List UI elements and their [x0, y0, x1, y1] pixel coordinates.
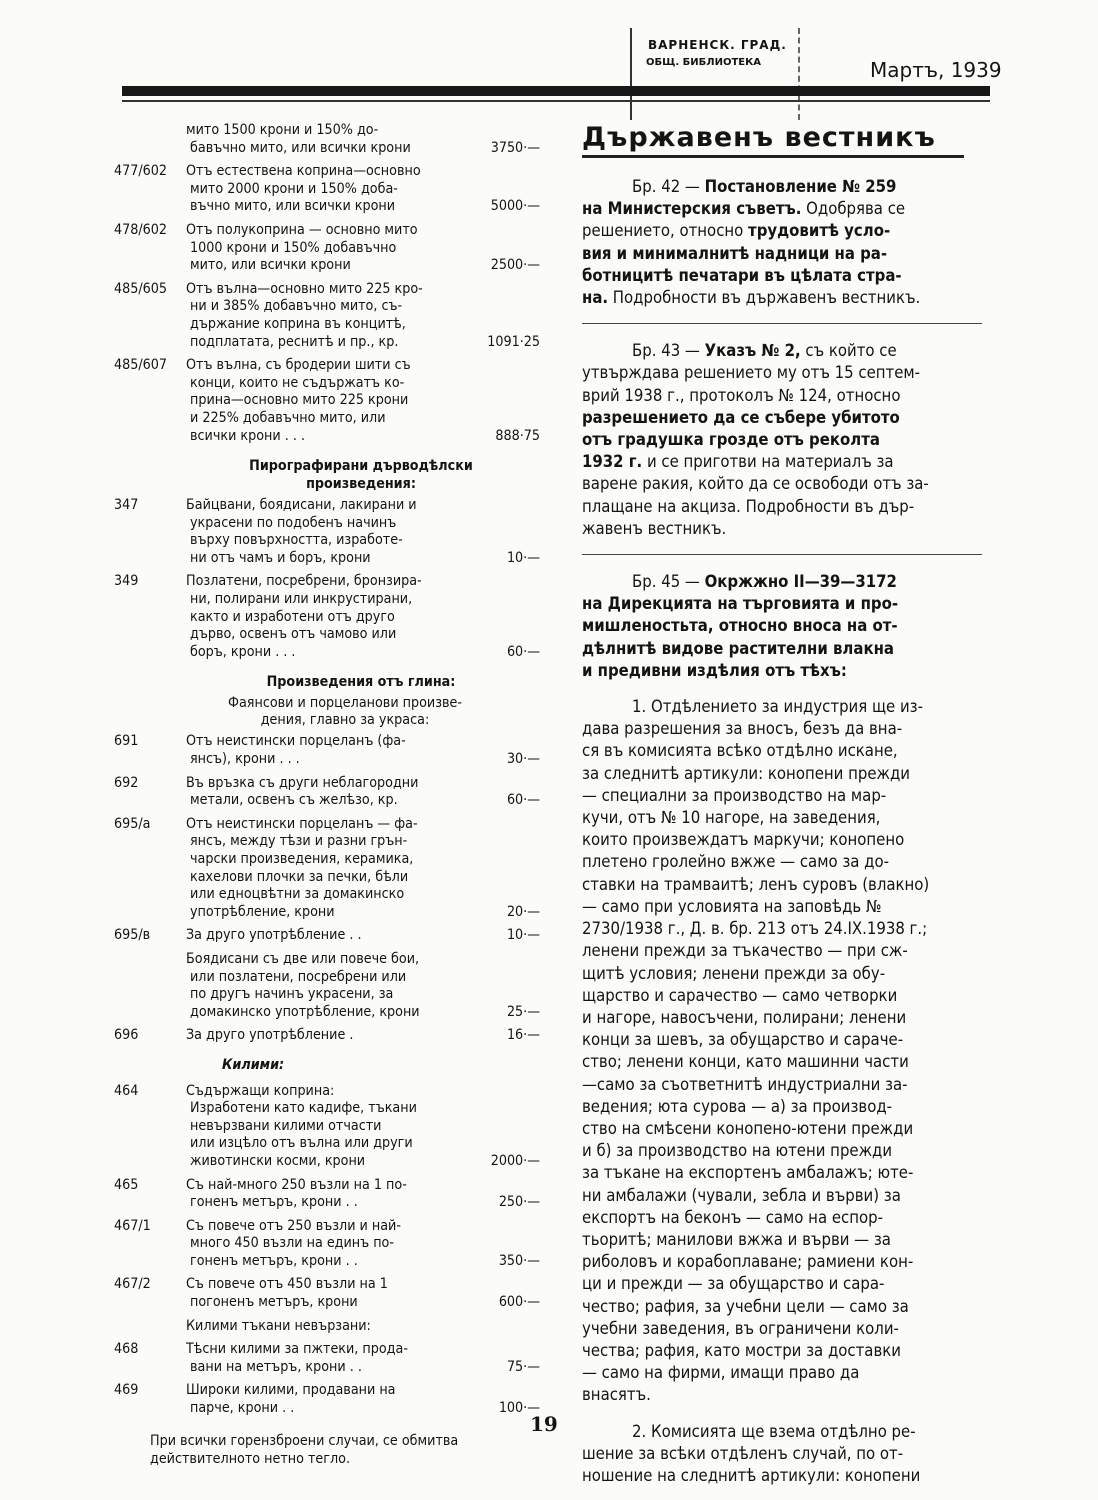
tariff-code: 692 — [114, 774, 139, 791]
paragraph-line — [582, 660, 990, 682]
paragraph-line: експортъ на беконъ — само на еспор- — [582, 1207, 883, 1227]
description-line: За друго употрѣбление . . — [186, 927, 362, 944]
paragraph-line: учебни заведения, въ ограничени коли- — [582, 1318, 899, 1338]
tariff-description — [186, 816, 468, 922]
heading-clay: Произведения отъ глина: — [266, 674, 456, 691]
gazette-column — [582, 122, 990, 1487]
subheading-line: дения, главно за украса: — [260, 712, 430, 729]
header-rule-thin — [122, 100, 990, 102]
tariff-code — [110, 122, 186, 157]
tariff-description — [186, 927, 468, 945]
tariff-description — [186, 951, 468, 1021]
tariff-description — [186, 1083, 468, 1171]
tariff-code: 485/605 — [114, 280, 168, 297]
tariff-entry — [110, 573, 540, 661]
paragraph-line: които произвеждатъ маркучи; конопено — [582, 830, 905, 850]
tariff-code: 469 — [114, 1382, 139, 1399]
stamp-line-1: ВАРНЕНСК. ГРАД. — [648, 38, 787, 52]
paragraph-line: чество; рафия, за учебни цели — само за — [582, 1296, 909, 1316]
tariff-code: 467/2 — [114, 1276, 151, 1293]
paragraph-line: ношение на следнитѣ артикули: конопени — [582, 1465, 921, 1485]
tariff-price: 30·— — [506, 751, 540, 768]
bold-text: на Дирекцията на търговията и про- — [582, 594, 899, 614]
paragraph-line: Бр. 45 — Окржжно II—39—3172 — [632, 572, 897, 592]
description-line: янсъ, между тѣзи и разни грън- — [190, 833, 408, 850]
tariff-description — [186, 122, 468, 157]
description-line: Отъ вълна—основно мито 225 кро- — [186, 280, 423, 297]
tariff-price: 10·— — [506, 927, 540, 944]
footnote-line: действителното нетно тегло. — [150, 1450, 350, 1467]
paragraph-line: 1932 г. и се приготви на материалъ за — [582, 452, 894, 472]
tariff-description — [186, 1276, 468, 1311]
tariff-price: 60·— — [506, 792, 540, 809]
description-line: Съдържащи коприна: — [186, 1082, 335, 1099]
description-line: животински косми, крони — [190, 1152, 366, 1169]
paragraph-line — [582, 243, 990, 265]
paragraph-line: жавенъ вестникъ. — [582, 518, 727, 538]
paragraph-line: шение за всѣки отдѣленъ случай, по от- — [582, 1443, 904, 1463]
tariff-entry — [110, 733, 540, 768]
tariff-entry — [110, 927, 540, 945]
paragraph-line: ство; ленени конци, като машинни части — [582, 1052, 909, 1072]
description-line: Отъ неистински порцеланъ (фа- — [186, 733, 406, 750]
description-line: дърво, освенъ отъ чамово или — [190, 626, 397, 643]
paragraph-line — [582, 593, 990, 615]
tariff-entry — [110, 1341, 540, 1376]
paragraph-line: и нагоре, навосъчени, полирани; ленени — [582, 1007, 907, 1027]
bold-text: Указъ № 2, — [704, 341, 801, 361]
paragraph-line: риболовъ и корабоплаване; рамиени кон- — [582, 1252, 914, 1272]
paragraph-line: — специални за производство на мар- — [582, 785, 887, 805]
paragraph-line — [582, 407, 990, 429]
paragraph-line: утвърждава решението му отъ 15 септем- — [582, 363, 921, 383]
description-line: Боядисани съ две или повече бои, — [186, 950, 420, 967]
stamp-line-2: ОБЩ. БИБЛИОТЕКА — [646, 57, 762, 68]
paragraph-line: и б) за производство на ютени прежди — [582, 1141, 893, 1161]
tariff-code: 696 — [114, 1027, 139, 1044]
paragraph-line: Бр. 43 — Указъ № 2, съ който се — [632, 341, 897, 361]
paragraph-line: ни амбалажи (чували, зебла и върви) за — [582, 1185, 901, 1205]
description-line: конци, които не съдържатъ ко- — [190, 374, 405, 391]
tariff-code: 468 — [114, 1341, 139, 1358]
description-line: или позлатени, посребрени или — [190, 968, 407, 985]
description-line: и 225% добавъчно мито, или — [190, 409, 386, 426]
paragraph-line: конци за шевъ, за обущарство и сараче- — [582, 1030, 904, 1050]
description-line: или изцѣло отъ вълна или други — [190, 1135, 413, 1152]
paragraph-line — [582, 265, 990, 287]
paragraph-line: тьоритѣ; манилови вжжа и върви — за — [582, 1229, 891, 1249]
paragraph-line: ци и прежди — за обущарство и сара- — [582, 1274, 885, 1294]
description-line: гоненъ метъръ, крони . . — [190, 1194, 358, 1211]
heading-pyrography — [196, 457, 526, 493]
description-line: по другъ начинъ украсени, за — [190, 986, 394, 1003]
tariff-code: 349 — [114, 573, 139, 590]
tariff-entry — [110, 1083, 540, 1171]
description-line: Тѣсни килими за пжтеки, прода- — [186, 1341, 408, 1358]
description-line: прина—основно мито 225 крони — [190, 392, 409, 409]
footnote-line: При всички горензброени случаи, се обмитва — [150, 1432, 459, 1449]
tariff-description — [186, 1318, 468, 1336]
description-line: Килими тъкани невързани: — [186, 1317, 371, 1334]
paragraph-line: за тъкане на експортенъ амбалажъ; юте- — [582, 1163, 914, 1183]
tariff-price: 3750·— — [490, 139, 540, 156]
description-line: парче, крони . . — [190, 1400, 295, 1417]
tariff-group-clay — [110, 733, 540, 1045]
bold-text: и предивни издѣлия отъ тѣхъ: — [582, 660, 847, 680]
description-line: боръ, крони . . . — [190, 643, 296, 660]
tariff-description — [186, 1341, 468, 1376]
tariff-entry — [110, 222, 540, 275]
heading-line: Пирографирани дърводѣлски — [249, 458, 473, 475]
bold-text: мишленостьта, относно вноса на от- — [582, 616, 898, 636]
tariff-code: 467/1 — [114, 1217, 151, 1234]
paragraph-line: — само на фирми, имащи право да — [582, 1363, 860, 1383]
description-line: мито 1500 крони и 150% до- — [186, 122, 379, 138]
footnote — [110, 1432, 540, 1468]
tariff-price: 2500·— — [490, 257, 540, 274]
paragraph-line: плащане на акциза. Подробности въ дър- — [582, 496, 915, 516]
circular-point-2 — [582, 1421, 990, 1488]
description-line: Съ повече отъ 250 възли и най- — [186, 1217, 401, 1234]
tariff-entry — [110, 163, 540, 216]
tariff-entry — [110, 951, 540, 1021]
tariff-price: 888·75 — [495, 427, 540, 444]
description-line: домакинско употрѣбление, крони — [190, 1003, 420, 1020]
tariff-price: 60·— — [506, 643, 540, 660]
notice-ukaz-2 — [582, 340, 990, 540]
description-line: погоненъ метъръ, крони — [190, 1294, 358, 1311]
separator — [582, 554, 982, 555]
description-line: ни, полирани или инкрустирани, — [190, 591, 413, 608]
tariff-price: 5000·— — [490, 198, 540, 215]
paragraph-line — [582, 429, 990, 451]
tariff-description — [186, 733, 468, 768]
tariff-code: 695/а — [114, 815, 151, 832]
section-title: Държавенъ вестникъ — [582, 122, 964, 158]
tariff-group-wood — [110, 497, 540, 661]
subheading-clay — [180, 695, 510, 729]
bold-text: трудовитѣ усло- — [748, 221, 891, 241]
tariff-price: 2000·— — [490, 1152, 540, 1169]
description-line: ни и 385% добавъчно мито, съ- — [190, 298, 403, 315]
bold-text: отъ градушка грозде отъ реколта — [582, 430, 880, 450]
tariff-description — [186, 281, 468, 351]
tariff-entry — [110, 497, 540, 567]
tariff-code: 477/602 — [114, 163, 168, 180]
tariff-description — [186, 357, 468, 445]
paragraph-line: 2. Комисията ще взема отдѣлно ре- — [632, 1421, 916, 1441]
paragraph-line: решението, относно трудовитѣ усло- — [582, 221, 891, 241]
tariff-entry — [110, 281, 540, 351]
description-line: чарски произведения, керамика, — [190, 851, 414, 867]
tariff-price: 250·— — [498, 1194, 540, 1211]
description-line: Позлатени, посребрени, бронзира- — [186, 573, 422, 590]
description-line: янсъ), крони . . . — [190, 751, 300, 768]
heading-carpets: Килими: — [222, 1056, 285, 1073]
tariff-entry — [110, 1276, 540, 1311]
bold-text: вия и минималнитѣ надници на ра- — [582, 243, 888, 263]
description-line: Отъ полукоприна — основно мито — [186, 221, 418, 238]
tariff-entry — [110, 1027, 540, 1045]
description-line: Въ връзка съ други неблагородни — [186, 774, 419, 791]
description-line: невързвани килими отчасти — [190, 1117, 382, 1134]
description-line: много 450 възли на единъ по- — [190, 1235, 394, 1252]
description-line: както и изработени отъ друго — [190, 608, 395, 625]
tariff-group-carpets — [110, 1083, 540, 1418]
description-line: 1000 крони и 150% добавъчно — [190, 239, 397, 256]
description-line: мито, или всички крони — [190, 257, 351, 274]
tariff-price: 75·— — [506, 1358, 540, 1375]
header-rule — [122, 86, 990, 96]
tariff-description — [186, 1177, 468, 1212]
description-line: украсени по подобенъ начинъ — [190, 514, 397, 531]
tariff-code: 691 — [114, 733, 139, 750]
tariff-entry — [110, 1177, 540, 1212]
description-line: всички крони . . . — [190, 427, 306, 444]
bold-text: на. — [582, 288, 609, 308]
description-line: кахелови плочки за печки, бѣли — [190, 868, 409, 885]
tariff-code: 347 — [114, 497, 139, 514]
issue-date: Мартъ, 1939 — [870, 58, 1002, 82]
bold-text: дѣлнитѣ видове растителни влакна — [582, 638, 894, 658]
library-stamp — [630, 28, 800, 120]
description-line: гоненъ метъръ, крони . . — [190, 1252, 358, 1269]
tariff-price: 25·— — [506, 1003, 540, 1020]
tariff-entry — [110, 775, 540, 810]
tariff-price: 20·— — [506, 903, 540, 920]
description-line: употрѣбление, крони — [190, 903, 335, 920]
heading-line: произведения: — [306, 476, 416, 493]
paragraph-line: за следнитѣ артикули: конопени прежди — [582, 763, 911, 783]
paragraph-line: 1. Отдѣлението за индустрия ще из- — [632, 697, 923, 717]
description-line: върху повърхността, изработе- — [190, 532, 403, 549]
tariff-description — [186, 1218, 468, 1271]
description-line: въчно мито, или всички крони — [190, 198, 396, 215]
tariff-description — [186, 163, 468, 216]
description-line: бавъчно мито, или всички крони — [190, 139, 411, 156]
paragraph-line: на Министерския съветъ. Одобрява се — [582, 199, 906, 219]
tariff-code: 478/602 — [114, 221, 168, 238]
tariff-price: 1091·25 — [487, 333, 540, 350]
tariff-code: 464 — [114, 1082, 139, 1099]
tariff-description — [186, 497, 468, 567]
tariff-entry — [110, 1382, 540, 1417]
description-line: ни отъ чамъ и боръ, крони — [190, 549, 371, 566]
description-line: мито 2000 крони и 150% доба- — [190, 180, 398, 197]
bold-text: на Министерския съветъ. — [582, 199, 802, 219]
tariff-description — [186, 573, 468, 661]
paragraph-line: Бр. 42 — Постановление № 259 — [632, 177, 897, 196]
description-line: Изработени като кадифе, тъкани — [190, 1100, 417, 1117]
paragraph-line: ставки на трамваитѣ; ленъ суровъ (влакно) — [582, 874, 930, 894]
tariff-column — [110, 122, 540, 1468]
paragraph-line: ведения; юта сурова — а) за производ- — [582, 1096, 893, 1116]
tariff-price: 350·— — [498, 1252, 540, 1269]
paragraph-line: варене ракия, който да се освободи отъ за- — [582, 474, 929, 494]
tariff-description — [186, 1382, 468, 1417]
description-line: вани на метъръ, крони . . — [190, 1358, 362, 1375]
paragraph-line — [582, 638, 990, 660]
page-number: 19 — [530, 1412, 558, 1436]
tariff-entry — [110, 1218, 540, 1271]
paragraph-line: — само при условията на заповѣдь № — [582, 896, 882, 916]
paragraph-line: внасятъ. — [582, 1385, 651, 1405]
tariff-entry — [110, 1318, 540, 1336]
paragraph-line: дава разрешения за вносъ, безъ да вна- — [582, 719, 903, 739]
tariff-description — [186, 775, 468, 810]
circular-point-1 — [582, 696, 990, 1407]
subheading-line: Фаянсови и порцеланови произве- — [227, 695, 462, 712]
bold-text: ботницитѣ печатари въ цѣлата стра- — [582, 265, 902, 285]
description-line: подплатата, реснитѣ и пр., кр. — [190, 333, 399, 350]
description-line: За друго употрѣбление . — [186, 1027, 354, 1044]
paragraph-line: кучи, отъ № 10 нагоре, на заведения, — [582, 808, 881, 828]
notice-decree-259 — [582, 176, 990, 309]
bold-text: разрешението да се събере убитото — [582, 407, 900, 427]
tariff-entry — [110, 357, 540, 445]
bold-text: Окржжно II—39—3172 — [704, 572, 897, 592]
tariff-code: 465 — [114, 1176, 139, 1193]
description-line: Съ повече отъ 450 възли на 1 — [186, 1276, 388, 1293]
description-line: Отъ вълна, съ бродерии шити съ — [186, 357, 411, 374]
tariff-price: 16·— — [506, 1027, 540, 1044]
description-line: или едноцвѣтни за домакинско — [190, 886, 405, 903]
paragraph-line: 2730/1938 г., Д. в. бр. 213 отъ 24.IX.1938 г.; — [582, 919, 928, 939]
paragraph-line: —само за съответнитѣ индустриални за- — [582, 1074, 908, 1094]
description-line: Съ най-много 250 възли на 1 по- — [186, 1176, 407, 1193]
tariff-code — [110, 951, 186, 1021]
description-line: държание коприна въ концитѣ, — [190, 315, 406, 332]
paragraph-line: щарство и сарачество — само четворки — [582, 985, 898, 1005]
paragraph-line: ся въ комисията всѣко отдѣлно искане, — [582, 741, 898, 761]
tariff-entry — [110, 122, 540, 157]
tariff-description — [186, 1027, 468, 1045]
description-line: Отъ неистински порцеланъ — фа- — [186, 815, 418, 832]
tariff-price: 600·— — [498, 1294, 540, 1311]
paragraph-line: чества; рафия, като мостри за доставки — [582, 1340, 901, 1360]
tariff-price: 10·— — [506, 549, 540, 566]
description-line: метали, освенъ съ желѣзо, кр. — [190, 792, 398, 809]
bold-text: Постановление № 259 — [704, 177, 897, 196]
tariff-code: 695/в — [114, 927, 151, 944]
notice-circular — [582, 571, 990, 682]
paragraph-line: ство на смѣсени конопено-ютени прежди — [582, 1118, 914, 1138]
bold-text: 1932 г. — [582, 452, 643, 472]
tariff-code — [110, 1318, 186, 1336]
tariff-description — [186, 222, 468, 275]
paragraph-line: щитѣ условия; ленени прежди за обу- — [582, 963, 886, 983]
description-line: Широки килими, продавани на — [186, 1382, 396, 1399]
description-line: Байцвани, боядисани, лакирани и — [186, 497, 417, 514]
paragraph-line: на. Подробности въ държавенъ вестникъ. — [582, 288, 921, 308]
tariff-group-silk — [110, 122, 540, 445]
paragraph-line: ленени прежди за тъкачество — при сж- — [582, 941, 908, 961]
tariff-price: 100·— — [498, 1400, 540, 1417]
tariff-code: 485/607 — [114, 357, 168, 374]
separator — [582, 323, 982, 324]
tariff-entry — [110, 816, 540, 922]
paragraph-line — [582, 615, 990, 637]
description-line: Отъ естествена коприна—основно — [186, 163, 421, 180]
paragraph-line: врий 1938 г., протоколъ № 124, относно — [582, 385, 901, 405]
paragraph-line: плетено гролейно вжже — само за до- — [582, 852, 889, 872]
